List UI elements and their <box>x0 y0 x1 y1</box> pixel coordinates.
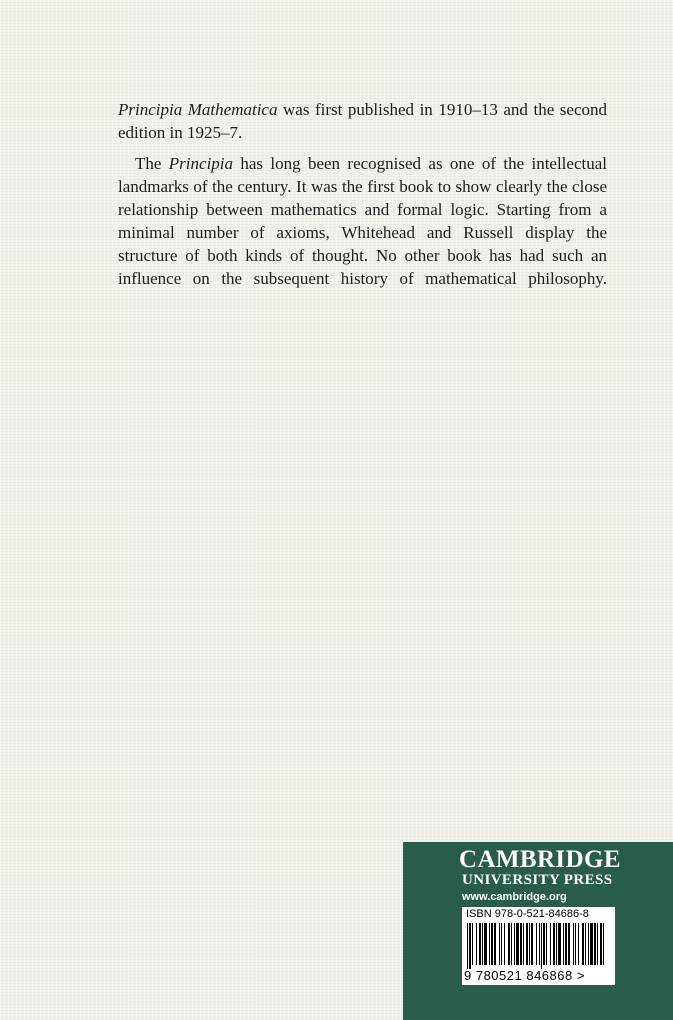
barcode-bar <box>531 923 533 965</box>
barcode-bar <box>556 923 557 965</box>
barcode-bar <box>469 923 471 969</box>
barcode-bar <box>494 923 496 965</box>
barcode-bar <box>553 923 555 965</box>
barcode-bar <box>603 923 604 965</box>
barcode-bar <box>484 923 487 965</box>
barcode-bar <box>578 923 579 965</box>
barcode-bar <box>501 923 502 965</box>
barcode-bar <box>568 923 570 965</box>
barcode-bar <box>467 923 468 969</box>
book-title-short: Principia <box>168 154 234 173</box>
barcode-bar <box>514 923 515 965</box>
barcode-bar <box>526 923 528 965</box>
barcode-bar <box>588 923 589 965</box>
barcode-bar <box>529 923 530 965</box>
barcode-bar <box>523 923 524 965</box>
barcode-bar <box>511 923 512 965</box>
barcode-bar <box>597 923 598 965</box>
barcode-bar <box>516 923 519 965</box>
barcode-bar <box>565 923 567 965</box>
barcode-bar <box>563 923 564 965</box>
barcode-bar <box>575 923 576 965</box>
barcode-bar <box>600 923 602 965</box>
barcode-bar <box>472 923 473 965</box>
barcode-bar <box>536 923 537 965</box>
barcode-box <box>462 907 615 985</box>
barcode-bar <box>491 923 493 965</box>
barcode-bar <box>476 923 477 965</box>
barcode-bar <box>482 923 483 965</box>
barcode-bar <box>479 923 481 965</box>
blurb-paragraph-2: The Principia has long been recognised as one of the intellectual landmarks of the century. It was the first book to show clearly the close relationship between mathematics and formal logic. Starting from a minimal number of axioms, Whitehead and Russell display the structure of both kinds of thought. No other book has had such an influence on the subsequent history of mathematical philosophy. <box>118 154 607 288</box>
barcode-bar <box>539 923 540 965</box>
back-cover-blurb <box>118 98 607 298</box>
barcode-bars <box>465 923 612 969</box>
barcode-bar <box>573 923 574 965</box>
barcode-bar <box>499 923 500 965</box>
publisher-subtitle: UNIVERSITY PRESS <box>462 872 613 888</box>
barcode-bar <box>541 923 542 969</box>
barcode-bar <box>585 923 586 965</box>
barcode-bar <box>558 923 561 965</box>
book-title: Principia Mathematica <box>118 100 278 119</box>
barcode-bar <box>543 923 545 965</box>
barcode-bar <box>550 923 551 965</box>
blurb-paragraph-1: Principia Mathematica was first published in 1910–13 and the second edition in 1925–7. <box>118 100 607 142</box>
barcode-bar <box>508 923 510 965</box>
barcode-bar <box>504 923 505 965</box>
barcode-bar <box>520 923 522 965</box>
barcode-bar <box>489 923 490 965</box>
barcode-bar <box>590 923 593 965</box>
publisher-name: CAMBRIDGE <box>459 846 621 873</box>
barcode-digits: 9 780521 846868 > <box>464 968 585 983</box>
publisher-url[interactable]: www.cambridge.org <box>462 891 567 903</box>
isbn-label: ISBN 978-0-521-84686-8 <box>466 908 589 920</box>
publisher-panel <box>403 842 673 1020</box>
barcode-bar <box>594 923 596 965</box>
barcode-bar <box>582 923 584 965</box>
barcode-bar <box>546 923 547 965</box>
